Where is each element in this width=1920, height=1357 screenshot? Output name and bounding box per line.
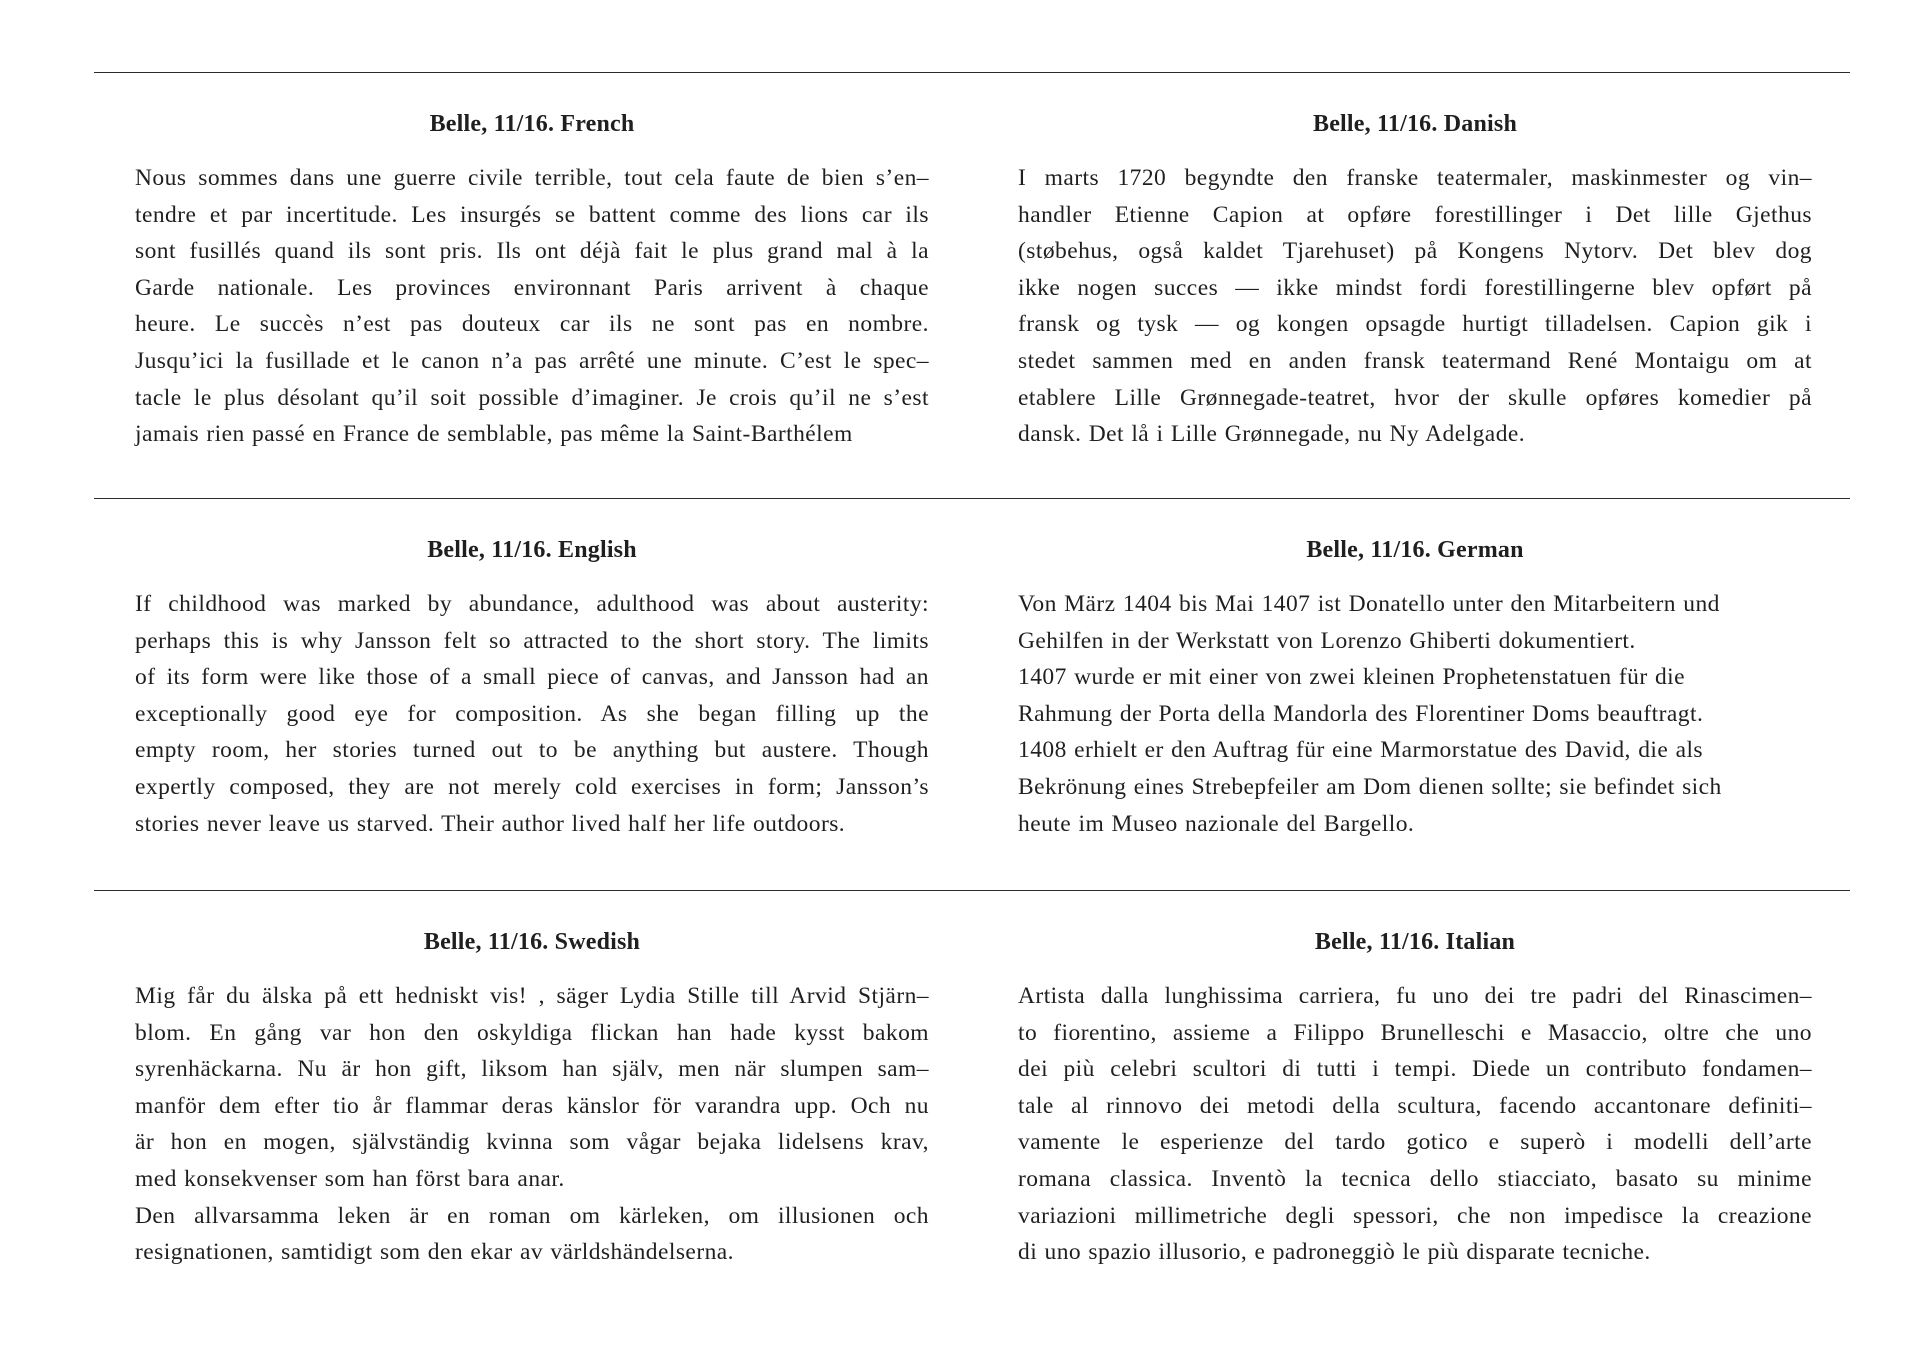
specimen-heading-swedish: Belle, 11/16. Swedish <box>423 929 641 955</box>
specimen-italian <box>1018 924 1812 1271</box>
specimen-swedish <box>135 924 929 1271</box>
text-line: to fiorentino, assieme a Filippo Brunelleschi e Masaccio, oltre che uno <box>1018 1019 1812 1046</box>
text-line: manför dem efter tio år flammar deras känslor för varandra upp. Och nu <box>135 1092 929 1119</box>
text-line: Mig får du älska på ett hedniskt vis! , säger Lydia Stille till Arvid Stjärn– <box>135 983 929 1009</box>
specimen-text-swedish <box>135 978 929 1271</box>
specimen-text-english <box>135 586 929 842</box>
text-line: Von März 1404 bis Mai 1407 ist Donatello unter den Mitarbeitern und <box>1018 591 1720 617</box>
text-line: 1408 erhielt er den Auftrag für eine Marmorstatue des David, die als <box>1018 737 1704 764</box>
specimen-text-german <box>1018 586 1812 842</box>
text-line: If childhood was marked by abundance, adulthood was about austerity: <box>135 591 929 617</box>
specimen-text-danish <box>1018 160 1812 453</box>
text-line: med konsekvenser som han först bara anar. <box>135 1165 565 1192</box>
text-line: tendre et par incertitude. Les insurgés se battent comme des lions car ils <box>135 201 929 228</box>
specimen-heading-english: Belle, 11/16. English <box>427 537 637 563</box>
text-line: (støbehus, også kaldet Tjarehuset) på Kongens Nytorv. Det blev dog <box>1018 238 1812 265</box>
specimen-text-italian <box>1018 978 1812 1271</box>
text-line: dansk. Det lå i Lille Grønnegade, nu Ny Adelgade. <box>1018 421 1526 448</box>
text-line: sont fusillés quand ils sont pris. Ils ont déjà fait le plus grand mal à la <box>135 238 929 265</box>
text-line: Jusqu’ici la fusillade et le canon n’a pas arrêté une minute. C’est le spec– <box>135 347 929 374</box>
specimen-heading-italian: Belle, 11/16. Italian <box>1314 929 1516 955</box>
text-line: Bekrönung eines Strebepfeiler am Dom dienen sollte; sie befindet sich <box>1018 773 1722 800</box>
text-line: exceptionally good eye for composition. As she began filling up the <box>135 700 929 727</box>
text-line: tale al rinnovo dei metodi della scultura, facendo accantonare definiti– <box>1018 1092 1812 1119</box>
text-line: jamais rien passé en France de semblable, pas même la Saint-Barthélem <box>135 421 853 448</box>
specimen-french <box>135 106 929 453</box>
text-line: I marts 1720 begyndte den franske teatermaler, maskinmester og vin– <box>1018 165 1812 191</box>
text-line: vamente le esperienze del tardo gotico e superò i modelli dell’arte <box>1018 1129 1812 1156</box>
text-line: perhaps this is why Jansson felt so attracted to the short story. The limits <box>135 627 929 654</box>
text-line: di uno spazio illusorio, e padroneggiò le più disparate tecniche. <box>1018 1239 1651 1266</box>
divider-lower <box>94 890 1850 891</box>
text-line: of its form were like those of a small piece of canvas, and Jansson had an <box>135 664 929 691</box>
specimen-text-french <box>135 160 929 453</box>
text-line: Gehilfen in der Werkstatt von Lorenzo Ghiberti dokumentiert. <box>1018 627 1636 654</box>
text-line: 1407 wurde er mit einer von zwei kleinen Prophetenstatuen für die <box>1018 664 1686 691</box>
specimen-german <box>1018 532 1812 842</box>
divider-middle <box>94 498 1850 499</box>
specimen-heading-german: Belle, 11/16. German <box>1306 537 1524 563</box>
specimen-heading-danish: Belle, 11/16. Danish <box>1312 111 1518 137</box>
text-line: dei più celebri scultori di tutti i tempi. Diede un contributo fondamen– <box>1018 1056 1812 1083</box>
text-line: är hon en mogen, självständig kvinna som vågar bejaka lidelsens krav, <box>135 1129 929 1156</box>
text-line: empty room, her stories turned out to be anything but austere. Though <box>135 737 929 764</box>
text-line: fransk og tysk — og kongen opsagde hurtigt tilladelsen. Capion gik i <box>1018 311 1812 338</box>
text-line: stories never leave us starved. Their author lived half her life outdoors. <box>135 810 846 837</box>
text-line: handler Etienne Capion at opføre forestillinger i Det lille Gjethus <box>1018 201 1812 228</box>
text-line: romana classica. Inventò la tecnica dello stiacciato, basato su minime <box>1018 1165 1812 1192</box>
text-line: tacle le plus désolant qu’il soit possible d’imaginer. Je crois qu’il ne s’est <box>135 384 929 411</box>
text-line: Rahmung der Porta della Mandorla des Florentiner Doms beauftragt. <box>1018 700 1704 727</box>
text-line: etablere Lille Grønnegade-teatret, hvor der skulle opføres komedier på <box>1018 384 1812 411</box>
text-line: ikke nogen succes — ikke mindst fordi forestillingerne blev opført på <box>1018 274 1812 301</box>
text-line: heure. Le succès n’est pas douteux car ils ne sont pas en nombre. <box>135 311 929 338</box>
divider-top <box>94 72 1850 73</box>
specimen-heading-french: Belle, 11/16. French <box>429 111 635 137</box>
text-line: syrenhäckarna. Nu är hon gift, liksom han själv, men när slumpen sam– <box>135 1056 929 1083</box>
text-line: Garde nationale. Les provinces environnant Paris arrivent à chaque <box>135 274 929 301</box>
text-line: variazioni millimetriche degli spessori, che non impedisce la creazione <box>1018 1202 1812 1229</box>
text-line: Artista dalla lunghissima carriera, fu uno dei tre padri del Rinascimen– <box>1018 983 1812 1009</box>
text-line: resignationen, samtidigt som den ekar av världshändelserna. <box>135 1239 734 1266</box>
text-line: stedet sammen med en anden fransk teatermand René Montaigu om at <box>1018 347 1812 374</box>
text-line: Nous sommes dans une guerre civile terrible, tout cela faute de bien s’en– <box>135 165 929 191</box>
text-line: blom. En gång var hon den oskyldiga flickan han hade kysst bakom <box>135 1019 929 1046</box>
text-line: Den allvarsamma leken är en roman om kärleken, om illusionen och <box>135 1202 929 1229</box>
specimen-danish <box>1018 106 1812 453</box>
specimen-english <box>135 532 929 842</box>
text-line: expertly composed, they are not merely cold exercises in form; Jansson’s <box>135 773 929 800</box>
text-line: heute im Museo nazionale del Bargello. <box>1018 810 1415 837</box>
